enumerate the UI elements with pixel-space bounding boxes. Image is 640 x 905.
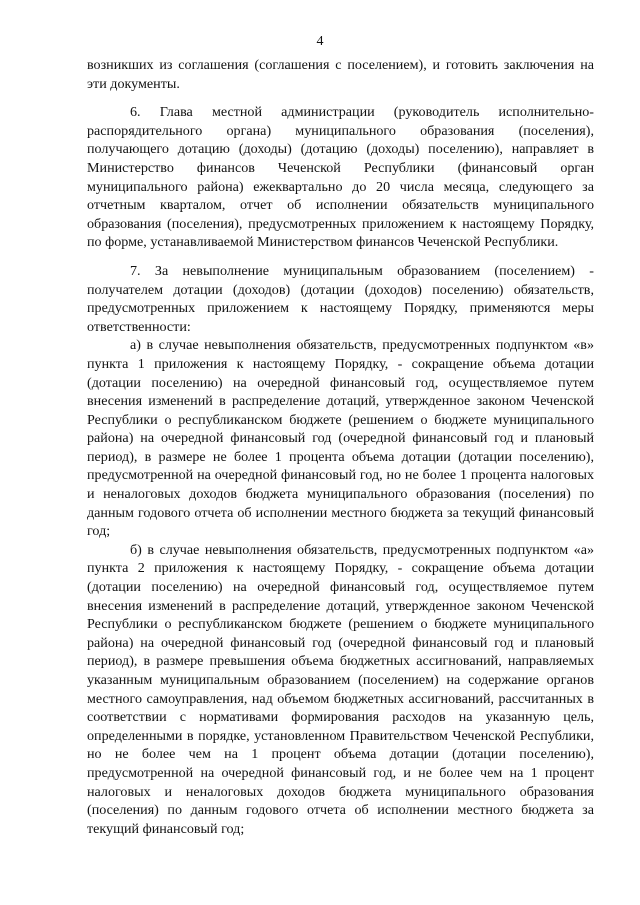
- document-body: [87, 56, 594, 838]
- paragraph-subitem-b: б) в случае невыполнения обязательств, предусмотренных подпунктом «а» пункта 2 приложения к настоящему Порядку, - сокращение объема дотации (дотации поселению) на очередной финансовый год, осуществляемое путем внесения изменений в распределение дотаций, утвержденное законом Чеченской Республики о республиканском бюджете (решением о бюджете муниципального района) на очередной финансовый год (очередной финансовый год и плановый период), в размере превышения объема бюджетных ассигнований, направляемых указанным муниципальным образованием (поселением) на содержание органов местного самоуправления, над объемом бюджетных ассигнований, рассчитанных в соответствии с нормативами формирования расходов на указанную цель, определенными в порядке, установленном Правительством Чеченской Республики, но не более чем на 1 процент объема дотации (дотации поселению), предусмотренной на очередной финансовый год, и не более чем на 1 процент налоговых и неналоговых доходов бюджета муниципального образования (поселения) по данным годового отчета об исполнении местного бюджета за текущий финансовый год;: [87, 541, 594, 837]
- page-number: 4: [316, 34, 324, 49]
- paragraph-item-7: 7. За невыполнение муниципальным образованием (поселением) - получателем дотации (доходов) (дотации (доходов) поселению) обязательств, предусмотренных приложением к настоящему Порядку, применяются меры ответственности:: [87, 262, 594, 335]
- paragraph-subitem-a: а) в случае невыполнения обязательств, предусмотренных подпунктом «в» пункта 1 приложения к настоящему Порядку, - сокращение объема дотации (дотации поселению) на очередной финансовый год, осуществляемое путем внесения изменений в распределение дотаций, утвержденное законом Чеченской Республики о республиканском бюджете (решением о бюджете муниципального района) на очередной финансовый год (очередной финансовый год и плановый период), в размере не более 1 процента объема дотации (дотации поселению), предусмотренной на очередной финансовый год, но не более 1 процента налоговых и неналоговых доходов бюджета муниципального образования (поселения) по данным годового отчета об исполнении местного бюджета за текущий финансовый год;: [87, 337, 594, 540]
- paragraph-continuation: возникших из соглашения (соглашения с поселением), и готовить заключения на эти документы.: [87, 57, 594, 92]
- paragraph-item-6: 6. Глава местной администрации (руководитель исполнительно-распорядительного органа) муниципального образования (поселения), получающего дотацию (доходы) (дотацию (доходы) поселению), направляет в Министерство финансов Чеченской Республики (финансовый орган муниципального района) ежеквартально до 20 числа месяца, следующего за отчетным кварталом, отчет об исполнении обязательств муниципального образования (поселения), предусмотренных приложением к настоящему Порядку, по форме, устанавливаемой Министерством финансов Чеченской Республики.: [87, 104, 594, 251]
